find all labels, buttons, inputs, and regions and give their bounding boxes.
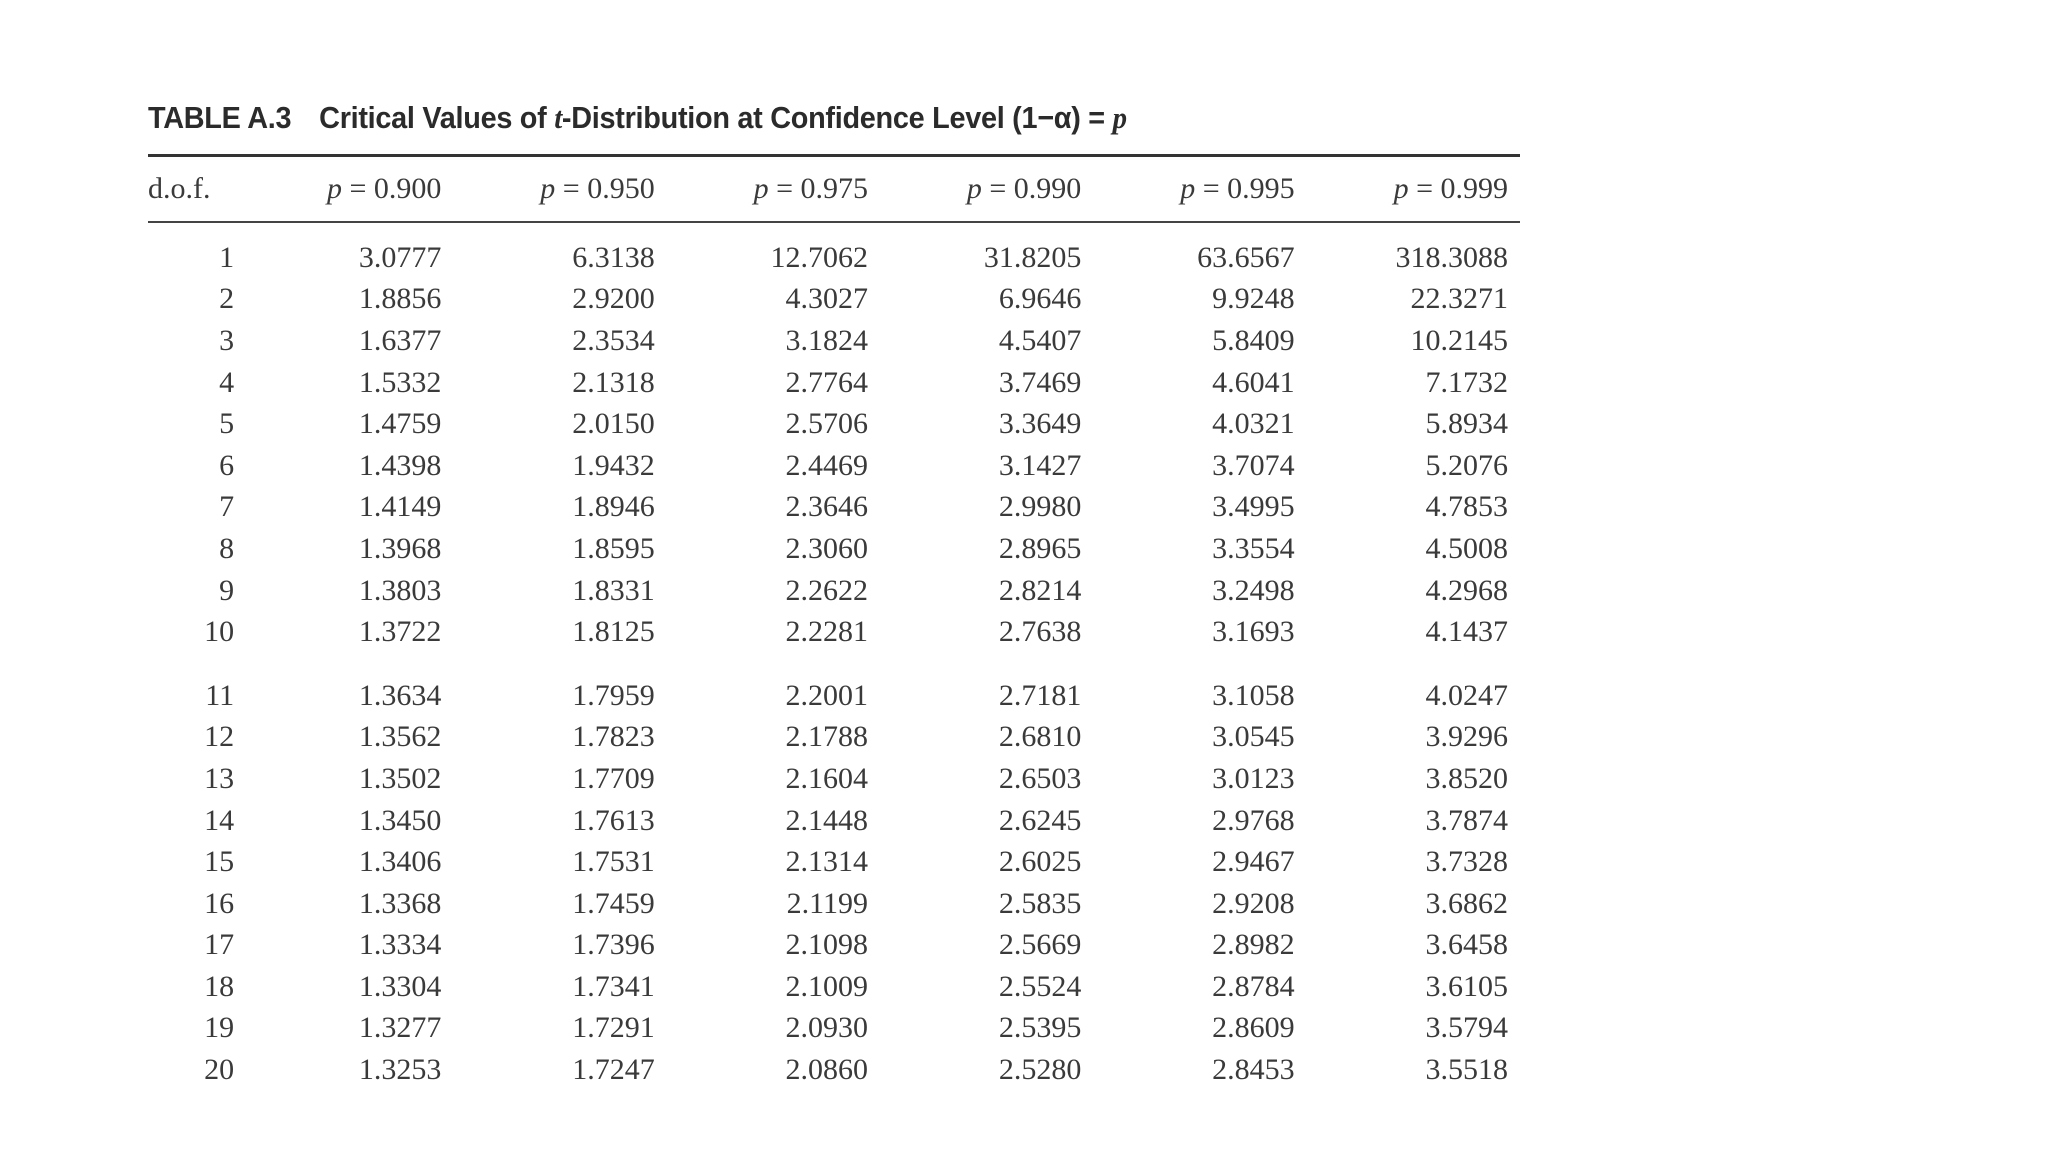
critical-value-cell: 4.2968 (1425, 573, 1508, 607)
dof-cell: 10 (204, 615, 235, 649)
critical-value-cell: 3.0545 (1212, 720, 1295, 754)
critical-value-cell: 4.0321 (1212, 407, 1295, 441)
critical-value-cell: 2.1318 (572, 365, 655, 399)
critical-value-cell: 1.3803 (358, 573, 442, 607)
critical-value-cell: 7.1732 (1425, 365, 1508, 399)
table-row (148, 1049, 1520, 1091)
critical-value-cell: 2.6025 (998, 845, 1082, 879)
p-symbol: p (327, 172, 342, 205)
critical-value-cell: 2.3060 (785, 531, 869, 565)
dof-cell: 9 (219, 573, 235, 607)
critical-value-cell: 1.8125 (572, 615, 655, 649)
table-caption (148, 100, 1127, 136)
critical-value-cell: 6.9646 (998, 282, 1082, 316)
critical-value-cell: 1.7959 (572, 678, 655, 712)
critical-value-cell: 2.1199 (786, 886, 869, 920)
critical-value-cell: 1.8331 (572, 573, 655, 607)
critical-value-cell: 3.3554 (1212, 531, 1295, 565)
critical-value-cell: 3.1058 (1212, 678, 1295, 712)
critical-value-cell: 2.5395 (998, 1011, 1082, 1045)
critical-value-cell: 1.3277 (358, 1011, 442, 1045)
table-title-mid: -Distribution at Confidence Level (1−α) = (561, 100, 1113, 135)
critical-value-cell: 5.8409 (1212, 323, 1295, 357)
column-header (880, 157, 1093, 222)
critical-value-cell: 1.3368 (358, 886, 442, 920)
table-row (148, 320, 1520, 362)
critical-value-cell: 2.5706 (785, 407, 869, 441)
critical-value-cell: 2.2001 (785, 678, 869, 712)
table-row (148, 800, 1520, 842)
dof-cell: 13 (204, 761, 235, 795)
critical-value-cell: 3.1693 (1212, 615, 1295, 649)
critical-value-cell: 3.7874 (1425, 803, 1508, 837)
critical-value-cell: 1.7291 (572, 1011, 655, 1045)
critical-value-cell: 4.3027 (785, 282, 869, 316)
critical-value-cell: 3.7328 (1425, 845, 1508, 879)
critical-value-cell: 1.3968 (358, 531, 442, 565)
critical-value-cell: 3.4995 (1212, 490, 1295, 524)
table-row (148, 222, 1520, 279)
critical-value-cell: 2.8982 (1212, 928, 1295, 962)
dof-cell: 14 (204, 803, 235, 837)
table-row (148, 487, 1520, 529)
p-symbol: p (966, 172, 982, 205)
critical-value-cell: 318.3088 (1395, 240, 1508, 274)
critical-value-cell: 10.2145 (1410, 323, 1508, 357)
critical-value-cell: 3.0777 (358, 240, 442, 274)
critical-value-cell: 2.0930 (785, 1011, 869, 1045)
dof-header: d.o.f. (148, 157, 240, 222)
critical-value-cell: 9.9248 (1212, 282, 1295, 316)
table-row (148, 445, 1520, 487)
critical-value-cell: 1.7613 (572, 803, 655, 837)
critical-value-cell: 3.1427 (998, 448, 1082, 482)
critical-value-cell: 2.8965 (998, 531, 1082, 565)
critical-value-cell: 3.9296 (1425, 720, 1508, 754)
critical-value-cell: 3.5794 (1425, 1011, 1508, 1045)
table-row (148, 841, 1520, 883)
dof-cell: 2 (219, 282, 235, 316)
critical-value-cell: 2.3646 (785, 490, 869, 524)
critical-value-cell: 1.7823 (572, 720, 655, 754)
critical-value-cell: 3.7469 (998, 365, 1082, 399)
critical-value-cell: 3.8520 (1425, 761, 1508, 795)
critical-value-cell: 2.8214 (998, 573, 1082, 607)
critical-value-cell: 22.3271 (1410, 282, 1508, 316)
critical-value-cell: 2.2622 (785, 573, 869, 607)
critical-value-cell: 1.3334 (358, 928, 442, 962)
dof-cell: 16 (204, 886, 235, 920)
table-row (148, 717, 1520, 759)
critical-value-cell: 1.4759 (358, 407, 442, 441)
table-row (148, 883, 1520, 925)
critical-value-cell: 3.7074 (1212, 448, 1295, 482)
critical-value-cell: 1.3406 (358, 845, 442, 879)
dof-cell: 20 (204, 1053, 235, 1087)
table-row (148, 570, 1520, 612)
critical-value-cell: 3.1824 (785, 323, 869, 357)
critical-value-cell: 3.5518 (1425, 1053, 1508, 1087)
critical-value-cell: 2.3534 (572, 323, 655, 357)
critical-value-cell: 2.7764 (785, 365, 869, 399)
table-body (148, 222, 1520, 1091)
critical-value-cell: 2.4469 (785, 448, 869, 482)
critical-value-cell: 2.5280 (998, 1053, 1082, 1087)
critical-value-cell: 4.5008 (1425, 531, 1508, 565)
critical-value-cell: 1.7247 (572, 1053, 655, 1087)
critical-value-cell: 2.6245 (998, 803, 1082, 837)
dof-cell: 7 (219, 490, 235, 524)
critical-value-cell: 3.6105 (1425, 969, 1508, 1003)
table-row (148, 403, 1520, 445)
table-title-p: p (1112, 100, 1127, 135)
critical-value-cell: 2.8609 (1212, 1011, 1295, 1045)
critical-value-cell: 2.5669 (998, 928, 1082, 962)
critical-value-cell: 4.0247 (1425, 678, 1508, 712)
critical-value-cell: 2.7181 (998, 678, 1082, 712)
critical-value-cell: 12.7062 (770, 240, 869, 274)
critical-value-cell: 3.3649 (998, 407, 1082, 441)
critical-value-cell: 2.9208 (1212, 886, 1295, 920)
critical-value-cell: 3.2498 (1212, 573, 1295, 607)
table-title-t: t (554, 100, 562, 135)
critical-value-cell: 2.0150 (572, 407, 655, 441)
critical-value-cell: 3.6862 (1425, 886, 1508, 920)
column-header-value: = 0.950 (562, 172, 655, 205)
critical-value-cell: 2.1604 (785, 761, 869, 795)
dof-cell: 11 (205, 678, 235, 712)
column-header (1307, 157, 1520, 222)
critical-value-cell: 2.6503 (998, 761, 1082, 795)
p-symbol: p (1180, 172, 1196, 205)
dof-cell: 18 (204, 969, 235, 1003)
column-header (667, 157, 880, 222)
critical-value-cell: 5.2076 (1425, 448, 1508, 482)
critical-value-cell: 2.0860 (785, 1053, 869, 1087)
critical-value-cell: 1.7396 (572, 928, 655, 962)
dof-cell: 1 (219, 240, 235, 274)
critical-value-cell: 1.3502 (358, 761, 442, 795)
table-title-prefix: Critical Values of (319, 100, 555, 135)
dof-cell: 3 (219, 323, 235, 357)
dof-cell: 8 (219, 531, 235, 565)
dof-cell: 5 (219, 407, 235, 441)
column-header-value: = 0.990 (989, 172, 1082, 205)
table-header (148, 157, 1520, 222)
critical-value-cell: 1.9432 (572, 448, 655, 482)
dof-cell: 15 (204, 845, 235, 879)
table-row (148, 528, 1520, 570)
column-header (453, 157, 666, 222)
critical-value-cell: 4.5407 (998, 323, 1082, 357)
p-symbol: p (753, 172, 769, 205)
table-row (148, 362, 1520, 404)
critical-value-cell: 2.1314 (785, 845, 869, 879)
critical-value-cell: 1.8856 (358, 282, 442, 316)
critical-value-cell: 2.7638 (998, 615, 1082, 649)
critical-value-cell: 3.0123 (1212, 761, 1295, 795)
critical-value-cell: 2.1788 (785, 720, 869, 754)
critical-value-cell: 1.4398 (358, 448, 442, 482)
column-header (240, 157, 453, 222)
column-header-value: = 0.900 (349, 172, 442, 205)
critical-value-cell: 1.7459 (572, 886, 655, 920)
critical-value-cell: 1.8946 (572, 490, 655, 524)
critical-value-cell: 1.7709 (572, 761, 655, 795)
critical-value-cell: 4.1437 (1425, 615, 1508, 649)
column-header-value: = 0.999 (1416, 172, 1508, 205)
critical-value-cell: 1.4149 (358, 490, 442, 524)
critical-value-cell: 1.3562 (358, 720, 442, 754)
critical-value-cell: 1.3634 (358, 678, 442, 712)
column-header (1093, 157, 1306, 222)
critical-value-cell: 1.8595 (572, 531, 655, 565)
critical-value-cell: 2.9467 (1212, 845, 1295, 879)
critical-value-cell: 2.9768 (1212, 803, 1295, 837)
dof-cell: 4 (219, 365, 235, 399)
critical-value-cell: 2.1448 (785, 803, 869, 837)
critical-value-cell: 1.7341 (572, 969, 655, 1003)
t-distribution-table (148, 154, 1520, 1091)
critical-value-cell: 1.6377 (358, 323, 442, 357)
critical-value-cell: 1.3304 (358, 969, 442, 1003)
critical-value-cell: 2.6810 (998, 720, 1082, 754)
critical-value-cell: 2.9980 (998, 490, 1082, 524)
critical-value-cell: 1.3722 (358, 615, 442, 649)
critical-value-cell: 4.6041 (1212, 365, 1295, 399)
critical-value-cell: 6.3138 (572, 240, 655, 274)
critical-value-cell: 3.6458 (1425, 928, 1508, 962)
column-header-value: = 0.975 (776, 172, 869, 205)
critical-value-cell: 2.1098 (785, 928, 869, 962)
table-row (148, 1008, 1520, 1050)
p-symbol: p (1393, 172, 1409, 205)
critical-value-cell: 1.5332 (358, 365, 442, 399)
critical-value-cell: 2.5835 (998, 886, 1082, 920)
critical-value-cell: 31.8205 (983, 240, 1082, 274)
critical-value-cell: 5.8934 (1425, 407, 1508, 441)
critical-value-cell: 1.3450 (358, 803, 442, 837)
critical-value-cell: 4.7853 (1425, 490, 1508, 524)
critical-value-cell: 63.6567 (1197, 240, 1295, 274)
critical-value-cell: 1.7531 (572, 845, 655, 879)
critical-value-cell: 2.8784 (1212, 969, 1295, 1003)
dof-cell: 6 (219, 448, 235, 482)
p-symbol: p (540, 172, 556, 205)
critical-value-cell: 2.2281 (785, 615, 869, 649)
dof-cell: 19 (204, 1011, 235, 1045)
critical-value-cell: 2.8453 (1212, 1053, 1295, 1087)
header-row (148, 157, 1520, 222)
table-row (148, 758, 1520, 800)
critical-value-cell: 1.3253 (358, 1053, 442, 1087)
table-row (148, 966, 1520, 1008)
critical-value-cell: 2.1009 (785, 969, 869, 1003)
dof-cell: 12 (204, 720, 235, 754)
table-row (148, 611, 1520, 653)
table-row (148, 279, 1520, 321)
table-label: TABLE A.3 (148, 100, 292, 135)
critical-value-cell: 2.9200 (572, 282, 655, 316)
table-row (148, 653, 1520, 717)
critical-value-cell: 2.5524 (998, 969, 1082, 1003)
column-header-value: = 0.995 (1202, 172, 1295, 205)
table-row (148, 925, 1520, 967)
dof-cell: 17 (204, 928, 235, 962)
